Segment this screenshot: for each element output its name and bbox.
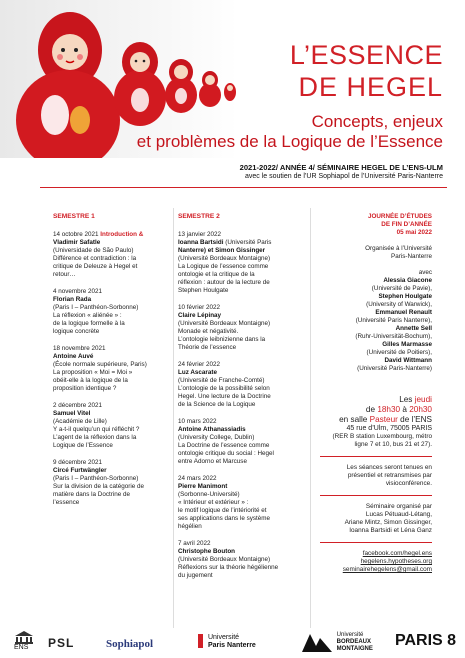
schedule-day: jeudi xyxy=(414,395,432,404)
nanterre-logo-line2: Paris Nanterre xyxy=(207,642,256,649)
title-line-2: DE HEGEL xyxy=(298,72,443,102)
event-speaker: Antoine Athanassiadis xyxy=(178,426,246,433)
event-item xyxy=(53,345,168,393)
event-line: Différence et contradiction : la xyxy=(53,255,137,262)
event-line: (Académie de Lille) xyxy=(53,418,107,425)
title-line-1: L’ESSENCE xyxy=(289,40,443,70)
event-item xyxy=(53,459,168,507)
event-line: (Université Bordeaux Montaigne) xyxy=(178,255,271,262)
support-line: avec le soutien de l’UR Sophiapol de l’Université Paris-Nanterre xyxy=(244,173,443,180)
bordeaux-mark-icon xyxy=(302,632,332,655)
schedule-info xyxy=(320,395,432,425)
column-divider-1 xyxy=(173,208,174,628)
event-line: Sur la division de la catégorie de xyxy=(53,483,145,490)
event-date: 14 octobre 2021 xyxy=(53,231,99,238)
organizers-4: Ioanna Bartsidi et Léna Ganz xyxy=(349,527,432,534)
speaker-name: David Wittmann xyxy=(384,357,432,364)
speaker-aff: (Université Paris-Nanterre) xyxy=(357,365,432,372)
event-speaker: Luz Ascarate xyxy=(178,369,217,376)
speaker-name: Emmanuel Renault xyxy=(375,309,432,316)
journee-title-1: JOURNÉE D’ÉTUDES xyxy=(367,213,432,220)
email-link[interactable]: seminairehegelens@gmail.com xyxy=(342,566,432,573)
event-speaker: Claire Lépinay xyxy=(178,312,222,319)
speaker-aff: (University of Warwick), xyxy=(366,301,432,308)
journee-speaker xyxy=(320,341,432,357)
organizers-1: Séminaire organisé par xyxy=(365,503,432,510)
journee-date: 05 mai 2022 xyxy=(396,229,432,236)
journee-org-2: Paris-Nanterre xyxy=(391,253,432,260)
event-line: de la logique formelle à la xyxy=(53,320,125,327)
hybrid-1: Les séances seront tenues en xyxy=(346,464,432,471)
event-date: 13 janvier 2022 xyxy=(178,231,222,238)
event-line: (Université Bordeaux Montaigne) xyxy=(178,556,271,563)
speaker-aff: (Université Paris Nanterre), xyxy=(355,317,432,324)
nanterre-logo xyxy=(198,634,256,650)
facebook-link[interactable]: facebook.com/hegel.ens xyxy=(362,550,432,557)
event-line: Y a-t-il quelqu’un qui réfléchit ? xyxy=(53,426,140,433)
journee-title-2: DE FIN D’ANNÉE xyxy=(381,221,432,228)
event-item xyxy=(53,231,168,279)
room-name: Pasteur xyxy=(369,415,398,424)
event-date: 2 décembre 2021 xyxy=(53,402,103,409)
event-line: L’ontologie leibnizienne dans la xyxy=(178,336,266,343)
room-prefix: en salle xyxy=(339,415,368,424)
journee-speaker xyxy=(320,325,432,341)
event-line: (Sorbonne-Université) xyxy=(178,491,240,498)
transport-1: (RER B station Luxembourg, métro xyxy=(332,433,432,440)
event-line: obéit-elle à la logique de la xyxy=(53,377,128,384)
event-date: 24 mars 2022 xyxy=(178,475,217,482)
speaker-name: Alessia Giacone xyxy=(383,277,432,284)
speaker-aff: (Université de Poitiers), xyxy=(366,349,432,356)
event-line: réflexion : autour de la lecture de xyxy=(178,279,270,286)
event-line: Logique de l’Essence xyxy=(53,442,113,449)
transport-2: ligne 7 et 10, bus 21 et 27). xyxy=(354,441,432,448)
event-item xyxy=(178,231,303,295)
event-speaker: Ioanna Bartsidi xyxy=(178,239,224,246)
event-line: La Doctrine de l’essence comme xyxy=(178,442,270,449)
event-item xyxy=(178,361,303,409)
schedule-de: de xyxy=(365,405,376,414)
event-item xyxy=(178,475,303,531)
event-line: Stephen Houlgate xyxy=(178,287,229,294)
column-divider-2 xyxy=(310,208,311,628)
event-line: Théorie de l’essence xyxy=(178,344,237,351)
event-date: 7 avril 2022 xyxy=(178,540,211,547)
event-item xyxy=(53,402,168,450)
event-line: (Université Paris xyxy=(225,239,272,246)
event-line: « Intérieur et extérieur » : xyxy=(178,499,249,506)
schedule-a: à xyxy=(402,405,407,414)
event-line: La réflexion « aliénée » : xyxy=(53,312,122,319)
semester-2-label: SEMESTRE 2 xyxy=(178,213,220,220)
event-speaker: Florian Rada xyxy=(53,296,92,303)
event-item xyxy=(53,288,168,336)
event-date: 10 février 2022 xyxy=(178,304,221,311)
schedule-end: 20h30 xyxy=(409,405,432,414)
event-line: L’agent de la réflexion dans la xyxy=(53,434,137,441)
event-line: retour… xyxy=(53,271,76,278)
bordeaux-line3: MONTAIGNE xyxy=(336,646,373,652)
subtitle-line-2: et problèmes de la Logique de l’Essence xyxy=(136,132,443,151)
journee-speaker xyxy=(320,357,432,373)
paris8-logo: PARIS 8 xyxy=(395,632,457,649)
schedule-start: 18h30 xyxy=(377,405,401,414)
bordeaux-line1: Université xyxy=(336,632,364,638)
blog-link[interactable]: hegelens.hypotheses.org xyxy=(360,558,432,565)
event-line: proposition identique ? xyxy=(53,385,117,392)
event-line: (University College, Dublin) xyxy=(178,434,255,441)
semester-1-label: SEMESTRE 1 xyxy=(53,213,95,220)
event-line: ses applications dans le système xyxy=(178,515,271,522)
event-line: (Université Bordeaux Montaigne) xyxy=(178,320,271,327)
info-divider xyxy=(320,542,432,543)
organizers-2: Lucas Pétuaud-Létang, xyxy=(365,511,432,518)
ens-logo xyxy=(14,630,34,651)
event-date: 18 novembre 2021 xyxy=(53,345,106,352)
semester-1-column xyxy=(53,213,168,516)
event-line: Hegel. Une lecture de la Doctrine xyxy=(178,393,271,400)
ens-logo-text: ENS xyxy=(14,644,29,651)
subtitle-line-1: Concepts, enjeux xyxy=(311,112,443,131)
event-speaker: Vladimir Safatle xyxy=(53,239,101,246)
event-line: du jugement xyxy=(178,572,213,579)
event-line: l’essence xyxy=(53,499,80,506)
bordeaux-logo xyxy=(302,632,373,655)
event-line: (Université de Franche-Comté) xyxy=(178,377,265,384)
event-line: La proposition « Moi = Moi » xyxy=(53,369,133,376)
event-line: La Logique de l’essence comme xyxy=(178,263,269,270)
event-date: 4 novembre 2021 xyxy=(53,288,103,295)
event-speaker: Samuel Vitel xyxy=(53,410,91,417)
bordeaux-line2: BORDEAUX xyxy=(336,639,372,645)
journee-column xyxy=(320,213,432,574)
event-line: Nanterre) et Simon Gissinger xyxy=(178,247,266,254)
event-line: logique concrète xyxy=(53,328,100,335)
event-line: de la Science de la Logique xyxy=(178,401,256,408)
event-line: (Paris I – Panthéon-Sorbonne) xyxy=(53,304,139,311)
event-line: L’ontologie de la possibilité selon xyxy=(178,385,270,392)
header-divider xyxy=(40,187,447,188)
event-item xyxy=(178,418,303,466)
event-line: entre Adorno et Marcuse xyxy=(178,458,247,465)
event-line: hégélien xyxy=(178,523,202,530)
speaker-name: Stephen Houlgate xyxy=(378,293,432,300)
info-divider xyxy=(320,495,432,496)
organizers-3: Ariane Mintz, Simon Gissinger, xyxy=(344,519,432,526)
event-speaker: Pierre Manimont xyxy=(178,483,228,490)
schedule-les: Les xyxy=(399,395,413,404)
event-speaker: Christophe Bouton xyxy=(178,548,236,555)
event-line: ontologie et la critique de la xyxy=(178,271,255,278)
journee-org-1: Organisée à l’Université xyxy=(365,245,432,252)
address: 45 rue d’Ulm, 75005 PARIS xyxy=(346,425,432,432)
speaker-aff: (Université de Pavie), xyxy=(371,285,432,292)
nanterre-bar-icon xyxy=(198,634,203,648)
sophiapol-logo: Sophiapol xyxy=(106,638,154,650)
event-intro: Introduction & xyxy=(100,231,144,238)
event-line: critique de Deleuze à Hegel et xyxy=(53,263,138,270)
room-suffix: de l’ENS xyxy=(400,415,432,424)
event-line: Monade et négativité. xyxy=(178,328,239,335)
journee-speaker xyxy=(320,293,432,309)
speaker-aff: (Ruhr-Universität-Bochum), xyxy=(355,333,432,340)
hybrid-2: présentiel et retransmises par xyxy=(347,472,432,479)
seminar-line: 2021-2022/ ANNÉE 4/ SÉMINAIRE HEGEL DE L’ENS-ULM xyxy=(239,163,443,172)
event-line: (École normale supérieure, Paris) xyxy=(53,361,147,368)
hybrid-3: visioconférence. xyxy=(385,480,432,487)
event-item xyxy=(178,304,303,352)
nanterre-logo-line1: Université xyxy=(207,634,240,641)
journee-speaker xyxy=(320,309,432,325)
journee-avec: avec xyxy=(418,269,432,276)
semester-2-column xyxy=(178,213,303,589)
event-item xyxy=(178,540,303,580)
event-date: 24 février 2022 xyxy=(178,361,221,368)
event-line: (Paris I – Panthéon-Sorbonne) xyxy=(53,475,139,482)
event-speaker: Circé Furtwängler xyxy=(53,467,107,474)
event-line: Réflexions sur la théorie hégélienne xyxy=(178,564,279,571)
psl-logo: PSL xyxy=(48,636,75,650)
event-date: 9 décembre 2021 xyxy=(53,459,103,466)
ens-building-icon xyxy=(14,630,34,644)
event-line: (Universidade de São Paulo) xyxy=(53,247,134,254)
event-line: ontologie critique du social : Hegel xyxy=(178,450,274,457)
speaker-name: Gilles Marmasse xyxy=(382,341,432,348)
event-speaker: Antoine Auvé xyxy=(53,353,94,360)
event-line: le motif logique de l’intériorité et xyxy=(178,507,267,514)
journee-speaker xyxy=(320,277,432,293)
info-divider xyxy=(320,456,432,457)
event-line: matière dans la Doctrine de xyxy=(53,491,131,498)
event-date: 10 mars 2022 xyxy=(178,418,217,425)
speaker-name: Annette Sell xyxy=(395,325,432,332)
